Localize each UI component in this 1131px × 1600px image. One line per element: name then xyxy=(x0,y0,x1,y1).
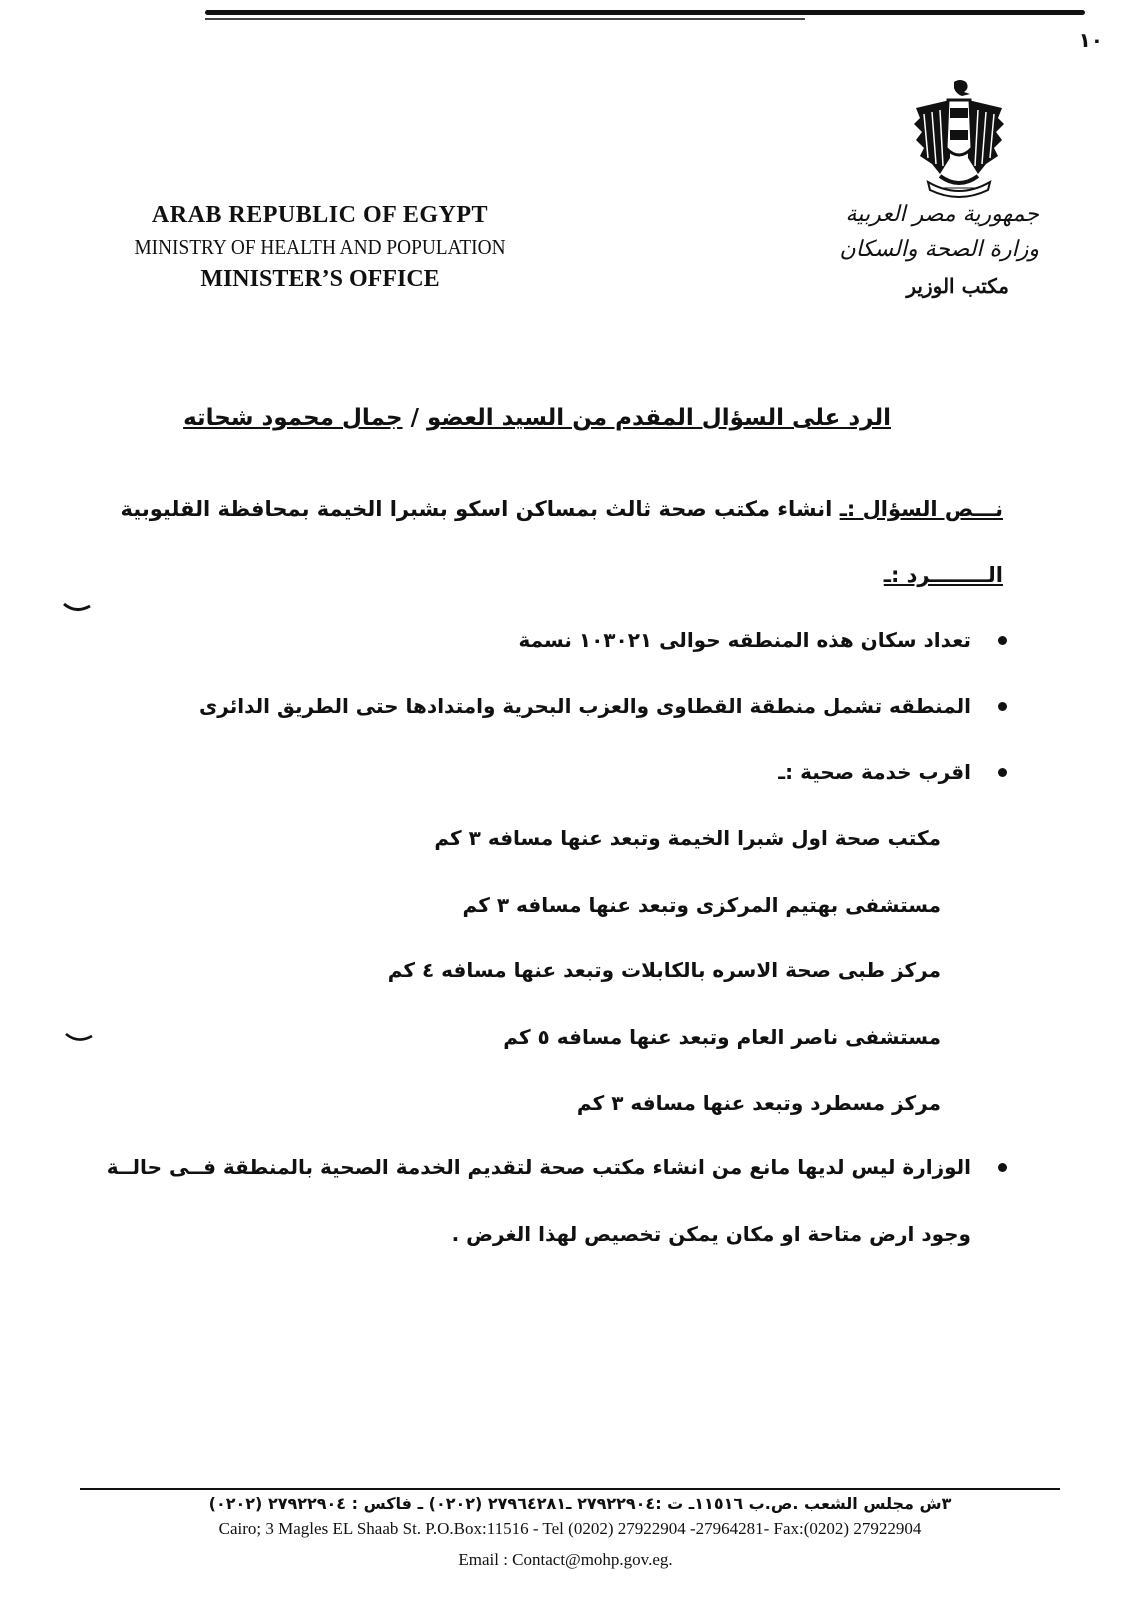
ministry-name-en: MINISTRY OF HEALTH AND POPULATION xyxy=(134,235,506,259)
bullet-item xyxy=(199,694,971,718)
title-separator: / xyxy=(410,405,419,431)
footer-address-en: Cairo; 3 Magles EL Shaab St. P.O.Box:11516 - Tel (0202) 27922904 -27964281- Fax:(0202) 27922904 xyxy=(218,1519,922,1538)
final-bullet-item xyxy=(107,1155,971,1179)
egypt-eagle-emblem-icon xyxy=(910,78,1008,200)
bullet-item xyxy=(778,760,971,784)
bullet-dot-icon xyxy=(998,768,1007,777)
page-number: ١٠ xyxy=(1078,28,1103,52)
bullet-dot-icon xyxy=(998,636,1007,645)
title-member-name: جمال محمود شحاته xyxy=(183,405,403,431)
bullet-dot-icon xyxy=(998,702,1007,711)
question-text: انشاء مكتب صحة ثالث بمساكن اسكو بشبرا الخيمة بمحافظة القليوبية xyxy=(120,497,833,521)
office-name-ar: مكتب الوزير xyxy=(906,274,1009,298)
answer-label: الــــــــرد :ـ xyxy=(883,563,1003,587)
service-item: مركز طبى صحة الاسره بالكابلات وتبعد عنها مسافه ٤ كم xyxy=(387,958,941,982)
bullet-text: تعداد سكان هذه المنطقه حوالى ١٠٣٠٢١ نسمة xyxy=(518,628,971,652)
ministry-name-ar: وزارة الصحة والسكان xyxy=(839,237,1039,262)
service-item: مستشفى بهتيم المركزى وتبعد عنها مسافه ٣ كم xyxy=(462,893,941,917)
footer-address-ar: ٣ش مجلس الشعب .ص.ب ١١٥١٦ـ ت :٢٧٩٢٢٩٠٤ ـ٢٧٩٦٤٢٨١ (٠٢٠٢) ـ فاكس : ٢٧٩٢٢٩٠٤ (٠٢٠٢) xyxy=(208,1494,952,1513)
service-item: مكتب صحة اول شبرا الخيمة وتبعد عنها مسافه ٣ كم xyxy=(434,826,941,850)
top-scan-line xyxy=(205,10,1085,15)
final-bullet-line-1: الوزارة ليس لديها مانع من انشاء مكتب صحة لتقديم الخدمة الصحية بالمنطقة فــى حالــة xyxy=(106,1155,971,1179)
bullet-item xyxy=(518,628,971,652)
bullet-text: اقرب خدمة صحية :ـ xyxy=(778,760,971,784)
final-bullet-continuation: وجود ارض متاحة او مكان يمكن تخصيص لهذا الغرض . xyxy=(451,1222,971,1246)
service-item: مركز مسطرد وتبعد عنها مسافه ٣ كم xyxy=(576,1091,941,1115)
margin-scan-mark xyxy=(64,1030,94,1046)
bullet-text: المنطقه تشمل منطقة القطاوى والعزب البحرية وامتدادها حتى الطريق الدائرى xyxy=(198,694,971,718)
english-letterhead xyxy=(110,202,530,293)
margin-scan-mark xyxy=(62,600,92,616)
question-line xyxy=(121,497,1003,521)
footer-email: Email : Contact@mohp.gov.eg. xyxy=(458,1550,673,1569)
footer-divider xyxy=(80,1488,1060,1490)
arabic-letterhead xyxy=(799,202,1039,298)
country-name-en: ARAB REPUBLIC OF EGYPT xyxy=(151,202,489,228)
question-label: نـــص السؤال :ـ xyxy=(839,497,1003,521)
country-name-ar: جمهورية مصر العربية xyxy=(845,202,1039,227)
document-title xyxy=(183,405,891,431)
top-scan-line-secondary xyxy=(205,18,805,20)
title-part-1: الرد على السؤال المقدم من السيد العضو xyxy=(427,405,891,431)
service-item: مستشفى ناصر العام وتبعد عنها مسافه ٥ كم xyxy=(503,1025,941,1049)
bullet-dot-icon xyxy=(998,1163,1007,1172)
office-name-en: MINISTER’S OFFICE xyxy=(200,266,440,292)
